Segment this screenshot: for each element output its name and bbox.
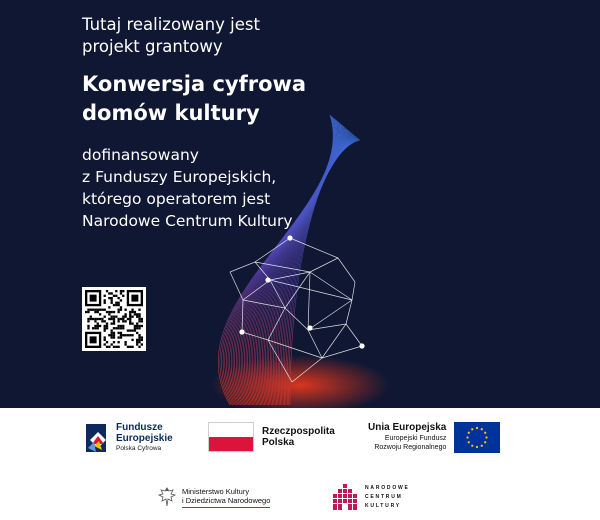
body-line: dofinansowany	[82, 146, 199, 164]
title-line: domów kultury	[82, 101, 260, 125]
mk-line2: i Dziedzictwa Narodowego	[182, 495, 271, 505]
nck-line3: KULTURY	[365, 502, 401, 509]
qr-code-icon	[85, 290, 143, 348]
fe-line2: Europejskie	[116, 433, 173, 444]
mk-line1: Ministerstwo Kultury	[182, 486, 250, 496]
title-line: Konwersja cyfrowa	[82, 72, 307, 96]
polish-flag-icon	[208, 422, 254, 452]
ue-sub1: Europejski Fundusz	[384, 435, 447, 442]
qr-code[interactable]	[82, 287, 146, 351]
intro-line: Tutaj realizowany jest	[82, 15, 260, 34]
ue-sub2: Rozwoju Regionalnego	[374, 444, 447, 451]
rp-line2: Polska	[262, 437, 295, 448]
polish-eagle-icon	[158, 486, 176, 508]
body-line: z Funduszy Europejskich,	[82, 168, 277, 186]
fundusze-europejskie-logo	[84, 420, 173, 456]
intro-line: projekt grantowy	[82, 37, 223, 56]
funding-text	[82, 144, 422, 232]
narodowe-centrum-kultury-logo	[332, 482, 410, 512]
fe-line1: Fundusze	[116, 422, 163, 433]
rzeczpospolita-polska-logo	[208, 421, 335, 453]
unia-europejska-logo	[368, 421, 500, 453]
nck-line1: NARODOWE	[365, 484, 410, 491]
nck-line2: CENTRUM	[365, 493, 403, 500]
body-line: którego operatorem jest	[82, 190, 271, 208]
eu-flag-icon	[454, 422, 500, 453]
rp-line1: Rzeczpospolita	[262, 426, 335, 437]
body-line: Narodowe Centrum Kultury	[82, 212, 293, 230]
fundusze-europejskie-icon	[84, 422, 110, 454]
ue-title: Unia Europejska	[368, 422, 447, 433]
fe-line3: Polska Cyfrowa	[116, 445, 162, 452]
intro-text	[82, 14, 402, 58]
nck-icon	[332, 483, 358, 511]
project-title	[82, 70, 422, 128]
ministerstwo-kultury-logo	[158, 482, 270, 512]
